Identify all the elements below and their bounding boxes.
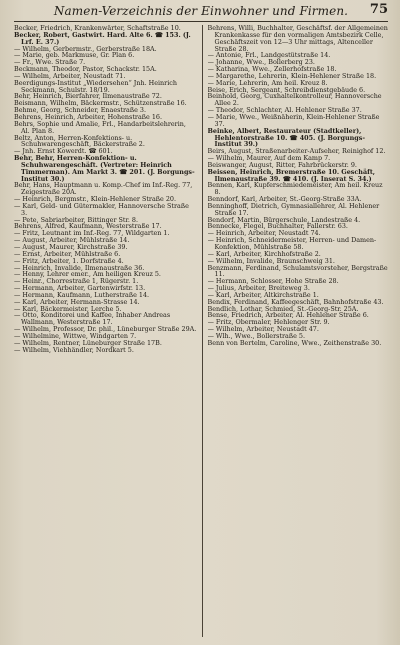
directory-entry: Beinhold, Georg, Cuxhaltelkontrolleur, Hannoversche Allee 2. bbox=[207, 92, 382, 108]
column-divider bbox=[202, 25, 203, 637]
directory-entry: — Karl, Geld- und Gütermakler, Hannoversche Straße 3. bbox=[14, 201, 189, 217]
directory-entry: Bense, Friedrich, Arbeiter, Al. Hehlener Straße 6. bbox=[207, 311, 369, 320]
directory-entry: Behrens, Heinrich, Arbeiter, Hohenstraße 16. bbox=[14, 112, 163, 121]
directory-entry: Beckmann, Theodor, Pastor, Schackstr. 15A. bbox=[14, 65, 157, 74]
directory-entry: — Margarethe, Lehrerin, Klein-Hehlener Straße 18. bbox=[207, 71, 377, 80]
directory-entry: — Antonie, Frl., Landgestütstraße 14. bbox=[207, 51, 331, 60]
directory-entry: Beerdigungs-Institut „Wiedersehen“ Jnh. Heinrich Seckmann, Schulstr. 18/19. bbox=[14, 78, 177, 94]
directory-entry: — Heinrich, Arbeiter, Neustadt 74. bbox=[207, 229, 321, 238]
directory-entry: Benndorf, Karl, Arbeiter, St.-Georg-Straße 33A. bbox=[207, 195, 362, 204]
directory-entry: Beise, Erich, Sergeant, Schreibdienstgebäude 6. bbox=[207, 85, 366, 94]
directory-entry: — Hermann, Arbeiter, Gartenwirfstr. 13. bbox=[14, 284, 146, 293]
directory-entry: — Fritz, Leutnant im Inf.-Reg. 77, Wildgarten 1. bbox=[14, 229, 170, 238]
directory-entry: Bendix, Ferdinand, Kaffeegeschäft, Bahnhofstraße 43. bbox=[207, 297, 384, 306]
directory-entry: — Henny, Lehrer emer., Am heiligen Kreuz 5. bbox=[14, 270, 161, 279]
directory-entry: — Marie, Wwe., Weißnäherin, Klein-Hehlener Straße 37. bbox=[207, 112, 380, 128]
directory-entry: — Karl, Bäckermeister, Lerche 5. bbox=[14, 304, 122, 313]
directory-entry: — Heinr., Chorrestraße 1, Rügerstr. 1. bbox=[14, 277, 139, 286]
directory-entry: — Hermann, Kaufmann, Lutherstraße 14. bbox=[14, 290, 150, 299]
page-header bbox=[12, 2, 390, 20]
directory-entry: Beltz, Anton, Herren-Konfektions- u. Schuhwarengeschäft, Bäckerstraße 2. bbox=[14, 133, 145, 149]
directory-entry: — Hermann, Schlosser, Hohe Straße 28. bbox=[207, 277, 339, 286]
directory-entry: — Karl, Arbeiter, Kirchhofstraße 2. bbox=[207, 249, 321, 258]
directory-entry: — Fritz, Obermaler, Hehlenger Str. 9. bbox=[207, 318, 330, 327]
directory-entry: Behme, Georg, Schneider, Enaestraße 3. bbox=[14, 106, 147, 115]
directory-entry: — Wilhelm, Arbeiter, Neustadt 47. bbox=[207, 325, 319, 334]
directory-entry: — Theodor, Schlachter, Al. Hehlener Straße 37. bbox=[207, 106, 362, 115]
directory-entry: Behr, Hans, Hauptmann u. Komp.-Chef im Inf.-Reg. 77, Zeigestraße 20A. bbox=[14, 181, 193, 197]
directory-entry: — Heinrich, Schneidermeister, Herren- und Damen-Konfektion, Mühlstraße 58. bbox=[207, 236, 377, 251]
left-column bbox=[14, 25, 197, 637]
directory-entry: — Heinrich, Bergmstr., Klein-Hehlener Straße 20. bbox=[14, 195, 177, 204]
directory-entry: — Otto, Konditorei und Kaffee, Inhaber Andreas Wallmann, Westerstraße 17. bbox=[14, 311, 171, 327]
page-number: 75 bbox=[369, 2, 388, 17]
directory-entry: Behrens, Willi, Buchhalter, Geschäftsf. der Allgemeinen Krankenkasse für den vormaligen Amtsbezirk Celle, Geschäftszeit von 12—3 Uhr mittags, Altenceller Straße 28. bbox=[207, 25, 388, 53]
directory-entry: — Johanne, Wwe., Bollerberg 23. bbox=[207, 58, 315, 67]
directory-entry: Benninghoff, Dietrich, Gymnasiallehrer, Al. Hehlener Straße 17. bbox=[207, 201, 380, 217]
directory-entry: — Wilhelm, Gerbermstr., Gerberstraße 18A. bbox=[14, 44, 157, 53]
directory-entry: — Jnh. Ernst Kowerdt. ☎ 601. bbox=[14, 147, 113, 156]
directory-entry: — Wilhelm, Maurer, Auf dem Kamp 7. bbox=[207, 154, 331, 163]
directory-entry: — Marie, Lehrerin, Am heil. Kreuz 8. bbox=[207, 78, 328, 87]
directory-entry: Bendorf, Martin, Bürgerschule, Landestraße 4. bbox=[207, 215, 361, 224]
directory-entry: — August, Maurer, Kirchstraße 39. bbox=[14, 243, 128, 251]
directory-entry: — Fritz, Arbeiter, 1. Dorfstraße 4. bbox=[14, 256, 124, 265]
directory-entry: — Marie, geb. Markmuse, Gr. Plan 6. bbox=[14, 51, 135, 60]
directory-entry: — Wilhelm, Rentner, Lüneburger Straße 17B. bbox=[14, 338, 162, 347]
directory-entry: Beissen, Heinrich, Bremerstraße 10. Geschäft, Ilmenaustraße 39. ☎ 410. (J. Inserat S. 34.) bbox=[207, 167, 376, 183]
directory-entry: Beismann, Wilhelm, Bäckermstr., Schützenstraße 16. bbox=[14, 99, 187, 108]
text-columns bbox=[14, 25, 390, 637]
directory-entry: — August, Arbeiter, Mühlstraße 14. bbox=[14, 236, 130, 245]
directory-entry: Behrens, Alfred, Kaufmann, Westerstraße 17. bbox=[14, 222, 162, 231]
directory-entry: Beirs, August, Straßenarbeiter-Aufseher, Reinighof 12. bbox=[207, 147, 386, 156]
directory-entry: — Wilhelmine, Wittwe, Windgarten 7. bbox=[14, 331, 137, 340]
directory-entry: — Fr., Wwe. Straße 7. bbox=[14, 58, 86, 67]
directory-entry: Benzmann, Ferdinand, Schulamtsvorsteher, Bergstraße 11. bbox=[207, 263, 388, 279]
directory-entry: — Pete, Sabriarbeiter, Bittinger Str. 8. bbox=[14, 215, 139, 224]
directory-entry: Behrs, Sophie und Amalie, Frl., Handarbeitslehrerin, Al. Plan 8. bbox=[14, 119, 186, 135]
directory-entry: Behr, Behr, Herren-Konfektion- u. Schuhwarengeschäft. (Vertreter: Heinrich Timmerman). Am Markt 3. ☎ 201. (J. Borgungs-Institut 30.) bbox=[14, 154, 195, 183]
directory-entry: — Ernst, Arbeiter, Mühlstraße 6. bbox=[14, 249, 121, 258]
directory-entry: — Wilhelm, Invalide, Braunschweig 31. bbox=[207, 256, 335, 265]
directory-entry: Bennecke, Flegel, Buchhalter, Fallerstr. 63. bbox=[207, 222, 348, 231]
directory-entry: — Katharina, Wwe., Zellerhofstraße 18. bbox=[207, 65, 337, 74]
directory-entry: Beinke, Albert, Restaurateur (Stadtkeller), Hehlentorstraße 10. ☎ 405. (J. Borgungs-Institut 39.) bbox=[207, 126, 366, 149]
directory-entry: Behr, Heinrich, Bierfahrer, Ilmenaustraße 72. bbox=[14, 92, 162, 101]
header-rule bbox=[14, 21, 388, 22]
directory-entry: — Wilhelm, Viehhändler, Nordkart 5. bbox=[14, 345, 134, 354]
directory-entry: Becker, Friedrich, Krankenwärter, Schaftstraße 10. bbox=[14, 25, 181, 32]
directory-entry: — Heinrich, Invalide, Ilmenaustraße 36. bbox=[14, 263, 145, 272]
directory-entry: — Wlh., Wwe., Bollerstraße 5. bbox=[207, 331, 306, 340]
directory-entry: Bendlich, Lothar, Schmied, St.-Georg-Str. 25A. bbox=[207, 304, 359, 313]
directory-entry: Beiswanger, August, Ritter, Fahrbrückerstr. 9. bbox=[207, 160, 357, 169]
directory-entry: — Karl, Arbeiter, Altkirchstraße 1. bbox=[207, 290, 319, 299]
directory-entry: — Wilhelm, Arbeiter, Neustadt 71. bbox=[14, 71, 126, 80]
directory-entry: — Karl, Arbeiter, Hermann-Strasse 14. bbox=[14, 297, 140, 306]
directory-entry: Becker, Robert, Gastwirt. Hard. Alte 6. ☎ 153. (J. Lrf. E. 37.) bbox=[14, 30, 191, 46]
directory-entry: — Julius, Arbeiter, Breiteweg 3. bbox=[207, 284, 310, 293]
right-column bbox=[208, 25, 391, 637]
directory-entry: — Wilhelm, Professor, Dr. phil., Lüneburger Straße 29A. bbox=[14, 325, 197, 334]
directory-entry: Bennen, Karl, Kupferschmiedemeister, Am heil. Kreuz 8. bbox=[207, 181, 383, 197]
page-title: Namen-Verzeichnis der Einwohner und Firmen. bbox=[53, 4, 349, 18]
directory-entry: Benn von Bertelm, Caroline, Wwe., Zeithenstraße 30. bbox=[207, 338, 382, 347]
